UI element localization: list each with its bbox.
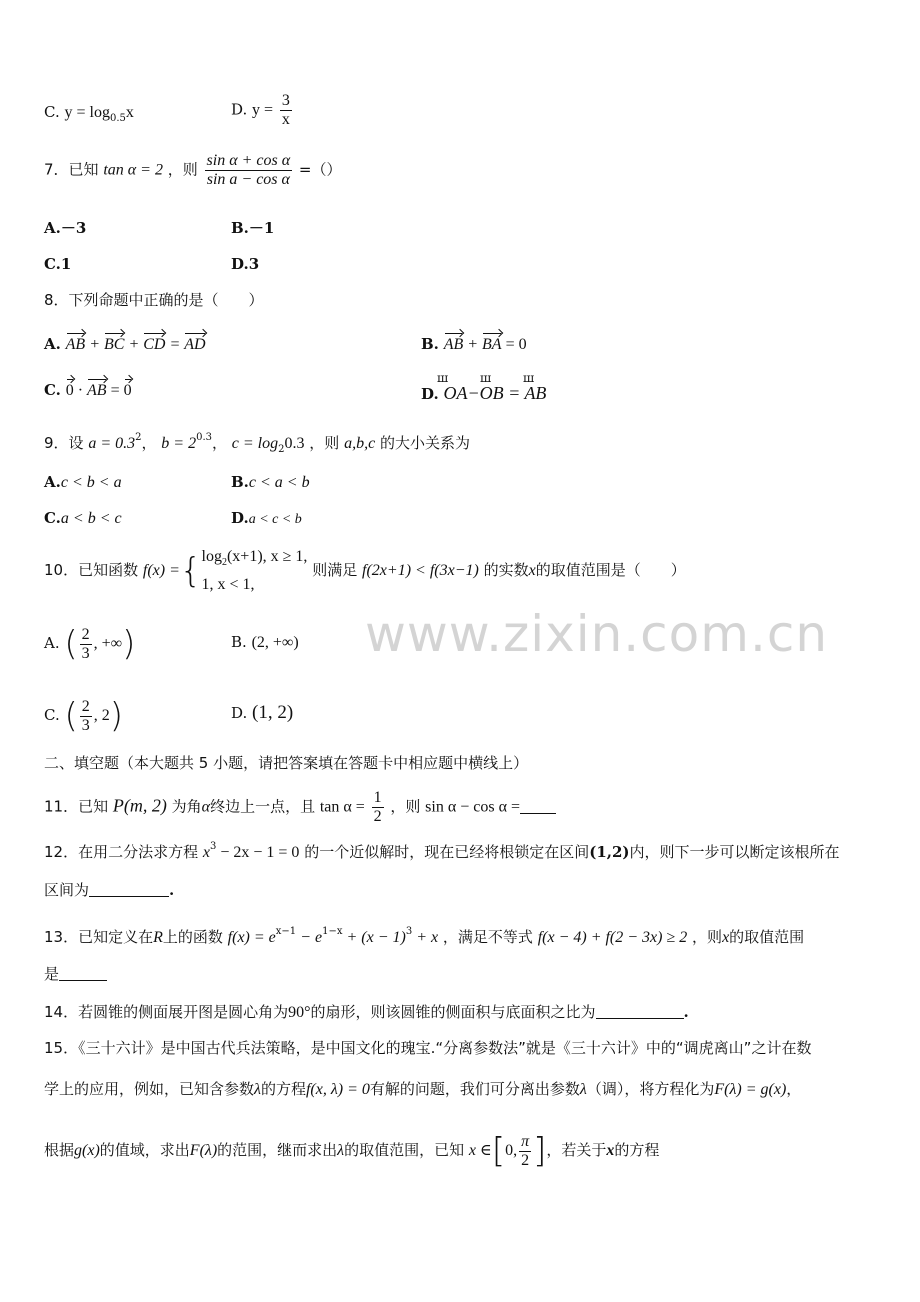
q7-option-b: B.－1: [231, 219, 275, 237]
section-2-heading: 二、填空题（本大题共 5 小题，请把答案填在答题卡中相应题中横线上）: [44, 754, 529, 772]
q10-option-d: D. (1, 2): [231, 702, 294, 723]
answer-blank[interactable]: [89, 896, 169, 897]
q6-option-d: D. y = $\frac{3}{x}$: [231, 92, 290, 128]
question-15-line3: 根据g(x)的值域，求出F(λ)的范围，继而求出λ的取值范围，已知 x ∈[0, $\frac{\pi}{2}$ ]，若关于x的方程: [44, 1131, 660, 1171]
question-8: 8．下列命题中正确的是（ ）: [44, 291, 264, 309]
fraction: $\frac{3}{x}$: [281, 92, 290, 128]
q8-d-garbled-marks: ш ш ш: [437, 371, 549, 385]
question-13: 13．已知定义在R上的函数 $f(x) = e^{x-1} - e^{1-x} + (x - 1)^3 + x$ ，满足不等式 f(x − 4) + f(2 − 3x) ≥ 2 ，则x的取值范围: [44, 926, 805, 946]
watermark: www.zixin.com.cn: [365, 605, 829, 663]
q10-option-b: B. (2, +∞): [231, 633, 299, 651]
answer-blank[interactable]: [596, 1018, 684, 1019]
q9-option-a: A.c < b < a: [44, 473, 122, 491]
q8-option-c: C. 0 · AB = 0: [44, 381, 132, 399]
q7-option-c: C.1: [44, 255, 72, 273]
q10-option-a: A. ( $\frac{2}{3}$ , +∞): [44, 624, 136, 664]
answer-blank[interactable]: [520, 813, 556, 814]
question-15-line1: 15．《三十六计》是中国古代兵法策略，是中国文化的瑰宝.“分离参数法”就是《三十六计》中的“调虎离山”之计在数: [44, 1039, 812, 1057]
question-14: 14．若圆锥的侧面展开图是圆心角为90°的扇形，则该圆锥的侧面积与底面积之比为 .: [44, 1003, 689, 1021]
q7-option-d: D.3: [231, 255, 260, 273]
question-10: 10．已知函数 f(x) ={ $\log_2(x+1)$, x ≥ 1, 1, x < 1, 则满足 f(2x+1) < f(3x−1) 的实数x的取值范围是（ ）: [44, 546, 686, 596]
q6-option-c: C. $y = \log_{0.5}x$: [44, 103, 134, 124]
q9-option-d: D.a < c < b: [231, 509, 302, 527]
q8-option-b: B. AB + BA = 0: [421, 335, 527, 353]
answer-blank[interactable]: [59, 980, 107, 981]
q9-option-b: B.c < a < b: [231, 473, 310, 491]
q8-option-a: A. AB + BC + CD = AD: [44, 335, 206, 353]
q7-option-a: A.－3: [44, 219, 87, 237]
question-12-line2: 区间为 .: [44, 881, 175, 899]
question-15-line2: 学上的应用，例如，已知含参数λ的方程f(x, λ) = 0有解的问题，我们可分离出参数λ（调），将方程化为F(λ) = g(x)，: [44, 1080, 802, 1098]
fraction: $\frac{\text{sin α + cos α}}{\text{sin a − cos α}}$: [206, 152, 291, 188]
q9-option-c: C.a < b < c: [44, 509, 122, 527]
question-7: 7．已知 tan α = 2 ，则 $\frac{\text{sin α + cos α}}{\text{sin a − cos α}}$ =（）: [44, 152, 342, 188]
question-13-line2: 是: [44, 964, 107, 984]
question-9: 9．设 $a = 0.3^2$， $b = 2^{0.3}$， $c = \log_20.3$ ，则 a,b,c 的大小关系为: [44, 432, 470, 455]
question-12: 12．在用二分法求方程 $x^3 - 2x - 1 = 0$ 的一个近似解时，现在已经将根锁定在区间(1,2)内，则下一步可以断定该根所在: [44, 841, 840, 861]
piecewise-cases: $\log_2(x+1)$, x ≥ 1, 1, x < 1,: [201, 548, 308, 593]
q10-option-c: C. ( $\frac{2}{3}$ , 2): [44, 696, 124, 736]
q8-option-d: D. OA−OB = AB: [421, 383, 547, 403]
question-11: 11．已知 P(m, 2) 为角α终边上一点，且 tan α = $\frac{1}{2}$ ，则 sin α − cos α =: [44, 789, 556, 826]
